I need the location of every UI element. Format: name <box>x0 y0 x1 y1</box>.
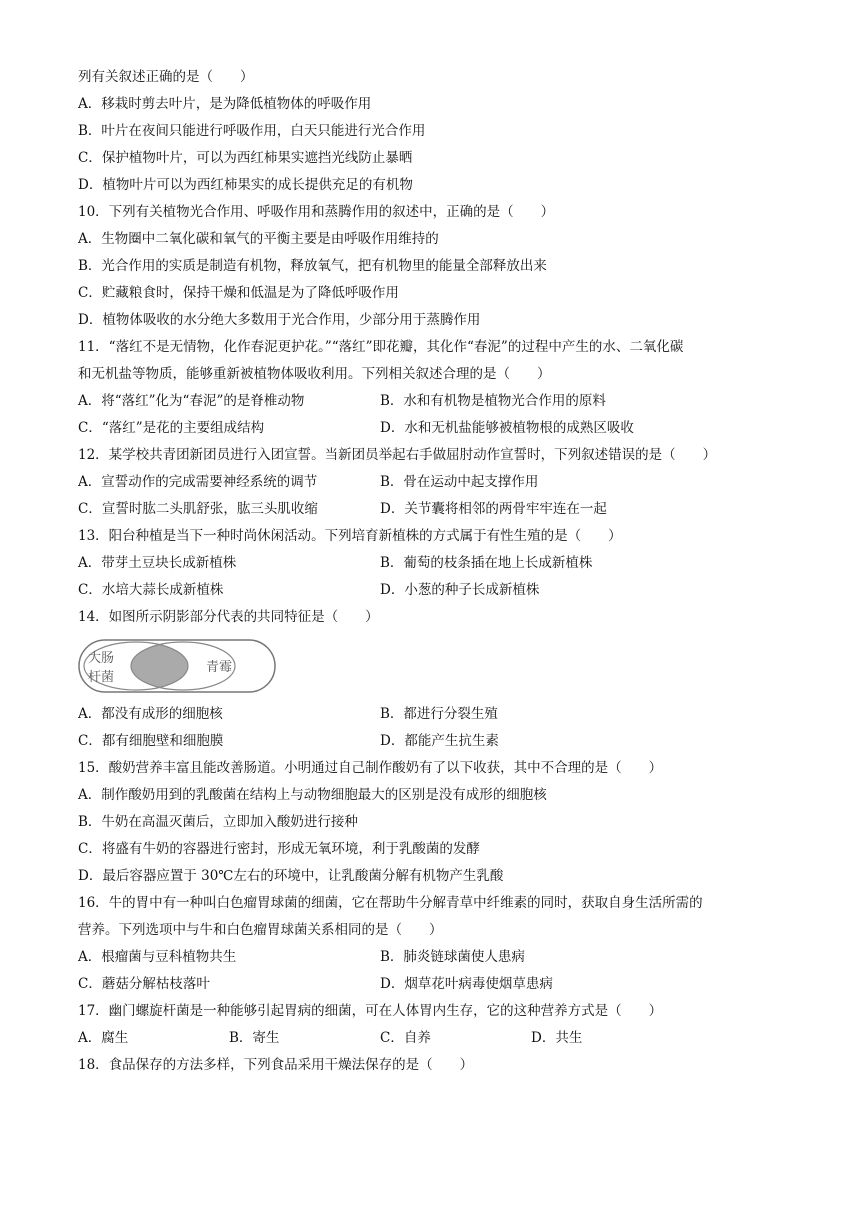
q16-option-d: D．烟草花叶病毒使烟草患病 <box>380 976 553 992</box>
exam-page <box>78 64 790 1079</box>
q16-options-row-2 <box>78 971 790 998</box>
q12-option-d: D．关节囊将相邻的两骨牢牢连在一起 <box>380 501 607 517</box>
q16-option-b: B．肺炎链球菌使人患病 <box>380 949 525 965</box>
q17-options-row <box>78 1025 790 1052</box>
question-16-stem-line-2: 营养。下列选项中与牛和白色瘤胃球菌关系相同的是（ ） <box>78 922 443 938</box>
q14-options-row-2 <box>78 728 790 755</box>
question-12-stem: 12．某学校共青团新团员进行入团宣誓。当新团员举起右手做屈肘动作宣誓时，下列叙述错误的是（ ） <box>78 447 717 463</box>
q17-option-b: B．寄生 <box>229 1030 280 1046</box>
q15-option-a: A．制作酸奶用到的乳酸菌在结构上与动物细胞最大的区别是没有成形的细胞核 <box>78 787 547 803</box>
q14-option-d: D．都能产生抗生素 <box>380 733 499 749</box>
question-18-stem: 18．食品保存的方法多样，下列食品采用干燥法保存的是（ ） <box>78 1057 474 1073</box>
q9-option-d: D．植物叶片可以为西红柿果实的成长提供充足的有机物 <box>78 177 413 193</box>
q13-options-row-1 <box>78 550 790 577</box>
q13-option-a: A．带芽土豆块长成新植株 <box>78 555 237 571</box>
q13-option-c: C．水培大蒜长成新植株 <box>78 582 224 598</box>
q11-option-c: C．“落红”是花的主要组成结构 <box>78 420 265 436</box>
q10-option-c: C．贮藏粮食时，保持干燥和低温是为了降低呼吸作用 <box>78 285 399 301</box>
venn-diagram <box>78 637 278 695</box>
q9-option-a: A．移栽时剪去叶片，是为降低植物体的呼吸作用 <box>78 96 372 112</box>
q16-option-c: C．蘑菇分解枯枝落叶 <box>78 976 210 992</box>
q17-option-c: C．自养 <box>380 1030 431 1046</box>
q10-option-b: B．光合作用的实质是制造有机物，释放氧气，把有机物里的能量全部释放出来 <box>78 258 547 274</box>
venn-right-label: 青霉 <box>206 660 233 675</box>
q12-option-c: C．宣誓时肱二头肌舒张，肱三头肌收缩 <box>78 501 318 517</box>
q14-option-c: C．都有细胞壁和细胞膜 <box>78 733 224 749</box>
question-10-stem: 10．下列有关植物光合作用、呼吸作用和蒸腾作用的叙述中，正确的是（ ） <box>78 204 555 220</box>
q11-options-row-2 <box>78 415 790 442</box>
q11-option-b: B．水和有机物是植物光合作用的原料 <box>380 393 606 409</box>
venn-diagram-figure <box>78 631 790 701</box>
question-15-stem: 15．酸奶营养丰富且能改善肠道。小明通过自己制作酸奶有了以下收获，其中不合理的是（ ） <box>78 760 663 776</box>
q9-option-c: C．保护植物叶片，可以为西红柿果实遮挡光线防止暴晒 <box>78 150 413 166</box>
question-17-stem: 17．幽门螺旋杆菌是一种能够引起胃病的细菌，可在人体胃内生存，它的这种营养方式是（ ） <box>78 1003 663 1019</box>
question-14-stem: 14．如图所示阴影部分代表的共同特征是（ ） <box>78 609 379 625</box>
q15-option-b: B．牛奶在高温灭菌后，立即加入酸奶进行接种 <box>78 814 358 830</box>
q12-options-row-2 <box>78 496 790 523</box>
q16-options-row-1 <box>78 944 790 971</box>
q14-option-a: A．都没有成形的细胞核 <box>78 706 223 722</box>
question-11-stem-line-2: 和无机盐等物质，能够重新被植物体吸收利用。下列相关叙述合理的是（ ） <box>78 366 551 382</box>
q14-option-b: B．都进行分裂生殖 <box>380 706 498 722</box>
q10-option-a: A．生物圈中二氧化碳和氧气的平衡主要是由呼吸作用维持的 <box>78 231 439 247</box>
q9-option-b: B．叶片在夜间只能进行呼吸作用，白天只能进行光合作用 <box>78 123 426 139</box>
q12-options-row-1 <box>78 469 790 496</box>
q11-options-row-1 <box>78 388 790 415</box>
question-13-stem: 13．阳台种植是当下一种时尚休闲活动。下列培育新植株的方式属于有性生殖的是（ ） <box>78 528 622 544</box>
venn-left-label-line-2: 杆菌 <box>88 670 115 685</box>
q13-option-b: B．葡萄的枝条插在地上长成新植株 <box>380 555 593 571</box>
question-11-stem-line-1: 11．“落红不是无情物，化作春泥更护花。”“落红”即花瓣，其化作“春泥”的过程中产生的水、二氧化碳 <box>78 339 684 355</box>
q14-options-row-1 <box>78 701 790 728</box>
question-9-stem-tail: 列有关叙述正确的是（ ） <box>78 69 254 85</box>
q12-option-a: A．宣誓动作的完成需要神经系统的调节 <box>78 474 318 490</box>
q13-options-row-2 <box>78 577 790 604</box>
q10-option-d: D．植物体吸收的水分绝大多数用于光合作用，少部分用于蒸腾作用 <box>78 312 481 328</box>
q12-option-b: B．骨在运动中起支撑作用 <box>380 474 539 490</box>
venn-left-label-line-1: 大肠 <box>88 651 115 666</box>
q15-option-d: D．最后容器应置于 30℃左右的环境中，让乳酸菌分解有机物产生乳酸 <box>78 868 504 884</box>
q15-option-c: C．将盛有牛奶的容器进行密封，形成无氧环境，利于乳酸菌的发酵 <box>78 841 480 857</box>
q11-option-a: A．将“落红”化为“春泥”的是脊椎动物 <box>78 393 305 409</box>
q17-option-d: D．共生 <box>531 1030 583 1046</box>
q17-option-a: A．腐生 <box>78 1030 129 1046</box>
q11-option-d: D．水和无机盐能够被植物根的成熟区吸收 <box>380 420 634 436</box>
question-16-stem-line-1: 16．牛的胃中有一种叫白色瘤胃球菌的细菌，它在帮助牛分解青草中纤维素的同时，获取自身生活所需的 <box>78 895 703 911</box>
q16-option-a: A．根瘤菌与豆科植物共生 <box>78 949 237 965</box>
q13-option-d: D．小葱的种子长成新植株 <box>380 582 540 598</box>
